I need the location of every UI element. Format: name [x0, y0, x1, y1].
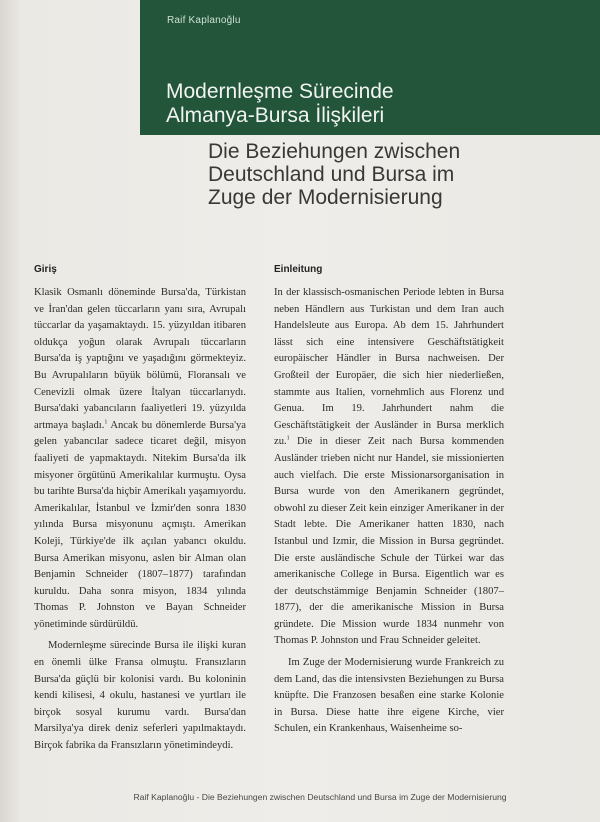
german-column: [274, 263, 504, 738]
title-turkish-line-2: Almanya-Bursa İlişkileri: [166, 104, 385, 127]
turkish-column: [34, 263, 246, 755]
title-german-line-1: Die Beziehungen zwischen: [208, 140, 461, 163]
section-heading-giris: Giriş: [34, 264, 57, 275]
german-paragraph-2: Im Zuge der Modernisierung wurde Frankreich zu dem Land, das die intensivsten Beziehungen zu Bursa knüpfte. Die Franzosen besaßen eine starke Kolonie in Bursa. Diese hatte ihre eigene Kirche, vier Schulen, ein Krankenhaus, Waisenheime so-: [274, 657, 504, 735]
turkish-paragraph-1-text: Klasik Osmanlı döneminde Bursa'da, Türkistan ve İran'dan gelen tüccarların yanı sıra, Avrupalı tüccarlar da yaşamaktaydı. 15. yüzyıldan itibaren oldukça yoğun olarak Avrupalı tüccarların Bursa'da iş yaptığını ve yaşadığını görmekteyiz. Bu Avrupalıların büyük bölümü, Floransalı ve Cenevizli olmak üzere İtalyan tüccarlarıydı. Bursa'daki yabancıların faaliyetleri 19. yüzyılda artmaya başladı.: [34, 287, 246, 431]
running-head: Raif Kaplanoğlu - Die Beziehungen zwischen Deutschland und Bursa im Zuge der Modernisierung: [133, 792, 507, 802]
title-german-line-3: Zuge der Modernisierung: [208, 186, 443, 209]
turkish-paragraph-2: Modernleşme sürecinde Bursa ile ilişki kuran en önemli ülke Fransa olmuştu. Fransızların Bursa'da güçlü bir kolonisi vardı. Bu koloninin kendi kilisesi, 4 okulu, hastanesi ve yurtları ile birçok sosyal kurumu vardı. Bursa'dan Marsilya'ya direk deniz seferleri yapılmaktaydı. Birçok fabrika da Fransızların yönetimindeydi.: [34, 640, 246, 752]
german-paragraph-1-continued: Die in dieser Zeit nach Bursa kommenden Ausländer trieben nicht nur Handel, sie missionierten auch vielfach. Die erste Missionarsorganisation in Bursa wurde von den Amerikanern gegründet, obwohl zu dieser Zeit kein einziger Amerikaner in der Stadt lebte. Die Amerikaner hatten 1830, nach Istanbul und Izmir, die Mission in Bursa gegründet. Die erste ausländische Schule der Türkei war das amerikanische College in Bursa. Eigentlich war es der deutschstämmige Benjamin Schneider (1807–1877), der die amerikanische Mission in Bursa gründete. Die Mission wurde 1834 nunmehr von Thomas P. Johnston und Frau Schneider geleitet.: [274, 436, 504, 647]
title-turkish-line-1: Modernleşme Sürecinde: [166, 80, 394, 103]
author-name: Raif Kaplanoğlu: [167, 15, 241, 26]
german-paragraph-1: [274, 285, 504, 650]
title-german-line-2: Deutschland und Bursa im: [208, 163, 455, 186]
turkish-paragraph-1: [34, 285, 246, 633]
footnote-marker: 1: [104, 419, 108, 426]
section-heading-einleitung: Einleitung: [274, 264, 323, 275]
title-turkish: [166, 80, 586, 128]
page-footer: [0, 792, 600, 802]
title-german: [208, 140, 588, 209]
german-paragraph-1-text: In der klassisch-osmanischen Periode lebten in Bursa neben Händlern aus Turkistan und dem Iran auch Handelsleute aus Europa. Ab dem 15. Jahrhundert lässt sich eine intensivere Geschäftstätigkeit europäischer Händler in Bursa nachweisen. Der Großteil der Europäer, die sich hier niederließen, stammte aus Italien, vornehmlich aus Florenz und Genua. Im 19. Jahrhundert nahm die Geschäftstätigkeit der Ausländer in Bursa merklich zu.: [274, 287, 504, 448]
footnote-marker: 1: [286, 435, 290, 442]
turkish-paragraph-1-continued: Ancak bu dönemlerde Bursa'ya gelen yabancılar sadece ticaret değil, misyon faaliyeti de yapmaktaydı. Nitekim Bursa'da ilk misyoner örgütünü Amerikalılar kurmuştu. Oysa bu tarihte Bursa'da hiçbir Amerikalı yaşamıyordu. Amerikalılar, İstanbul ve İzmir'den sonra 1830 yılında Bursa misyonunu açmıştı. Amerikan Koleji, Türkiye'de ilk açılan yabancı okuldu. Bursa Amerikan misyonu, aslen bir Alman olan Benjamin Schneider (1807–1877) tarafından kuruldu. Daha sonra misyon, 1834 yılında Thomas P. Johnston ve Bayan Schneider yönetiminde sürdürüldü.: [34, 419, 246, 630]
